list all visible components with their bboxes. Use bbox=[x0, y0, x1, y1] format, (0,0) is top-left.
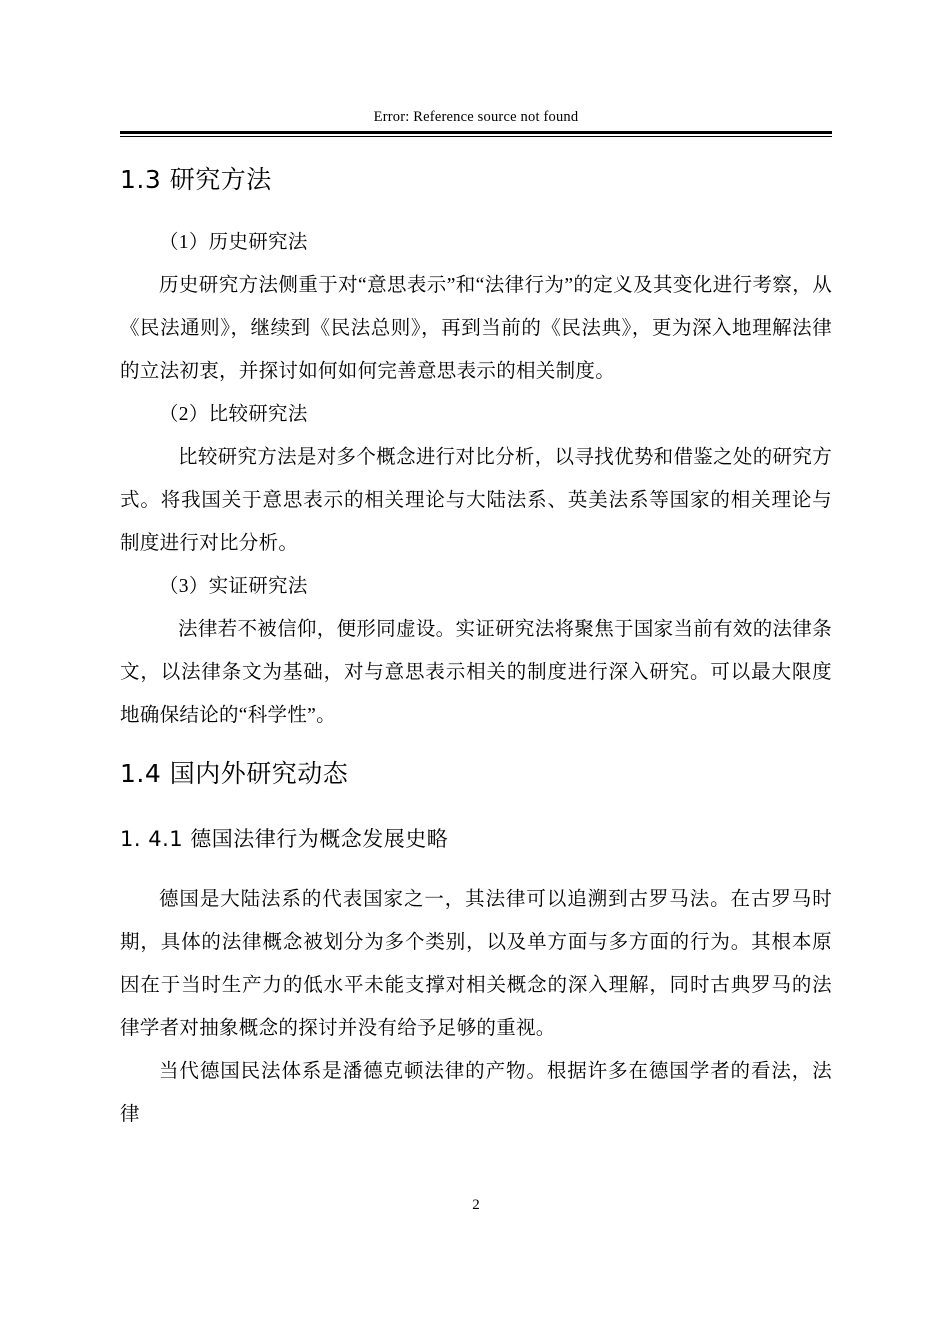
header-rule-thin bbox=[120, 136, 832, 137]
heading-1-4: 1.4 国内外研究动态 bbox=[120, 759, 349, 788]
heading-1-4-1: 1. 4.1 德国法律行为概念发展史略 bbox=[120, 827, 449, 851]
paragraph-1-3-1: （1）历史研究法 bbox=[159, 232, 308, 253]
header-text: Error: Reference source not found bbox=[373, 109, 579, 125]
paragraph-1-3-6: 法律若不被信仰，便形同虚设。实证研究法将聚焦于国家当前有效的法律条文，以法律条文为基础，对与意思表示相关的制度进行深入研究。可以最大限度地确保结论的“科学性”。 bbox=[120, 619, 832, 726]
page-content bbox=[120, 0, 832, 1344]
paragraph-1-3-5: （3）实证研究法 bbox=[159, 576, 308, 597]
paragraph-1-4-1-2: 当代德国民法体系是潘德克顿法律的产物。根据许多在德国学者的看法，法律 bbox=[120, 1061, 832, 1126]
heading-1-3: 1.3 研究方法 bbox=[120, 165, 272, 194]
paragraph-1-4-1-1: 德国是大陆法系的代表国家之一，其法律可以追溯到古罗马法。在古罗马时期，具体的法律概念被划分为多个类别，以及单方面与多方面的行为。其根本原因在于当时生产力的低水平未能支撑对相关概念的深入理解，同时古典罗马的法律学者对抽象概念的探讨并没有给予足够的重视。 bbox=[120, 889, 832, 1040]
header-rule-thick bbox=[120, 131, 832, 134]
paragraph-1-3-4: 比较研究方法是对多个概念进行对比分析，以寻找优势和借鉴之处的研究方式。将我国关于意思表示的相关理论与大陆法系、英美法系等国家的相关理论与制度进行对比分析。 bbox=[120, 447, 832, 554]
page-header bbox=[120, 108, 832, 126]
paragraph-1-3-2: 历史研究方法侧重于对“意思表示”和“法律行为”的定义及其变化进行考察，从《民法通则》，继续到《民法总则》，再到当前的《民法典》，更为深入地理解法律的立法初衷，并探讨如何如何完善意思表示的相关制度。 bbox=[120, 275, 832, 382]
page-number: 2 bbox=[472, 1197, 480, 1213]
document-body bbox=[120, 165, 832, 1136]
paragraph-1-3-3: （2）比较研究法 bbox=[159, 404, 308, 425]
